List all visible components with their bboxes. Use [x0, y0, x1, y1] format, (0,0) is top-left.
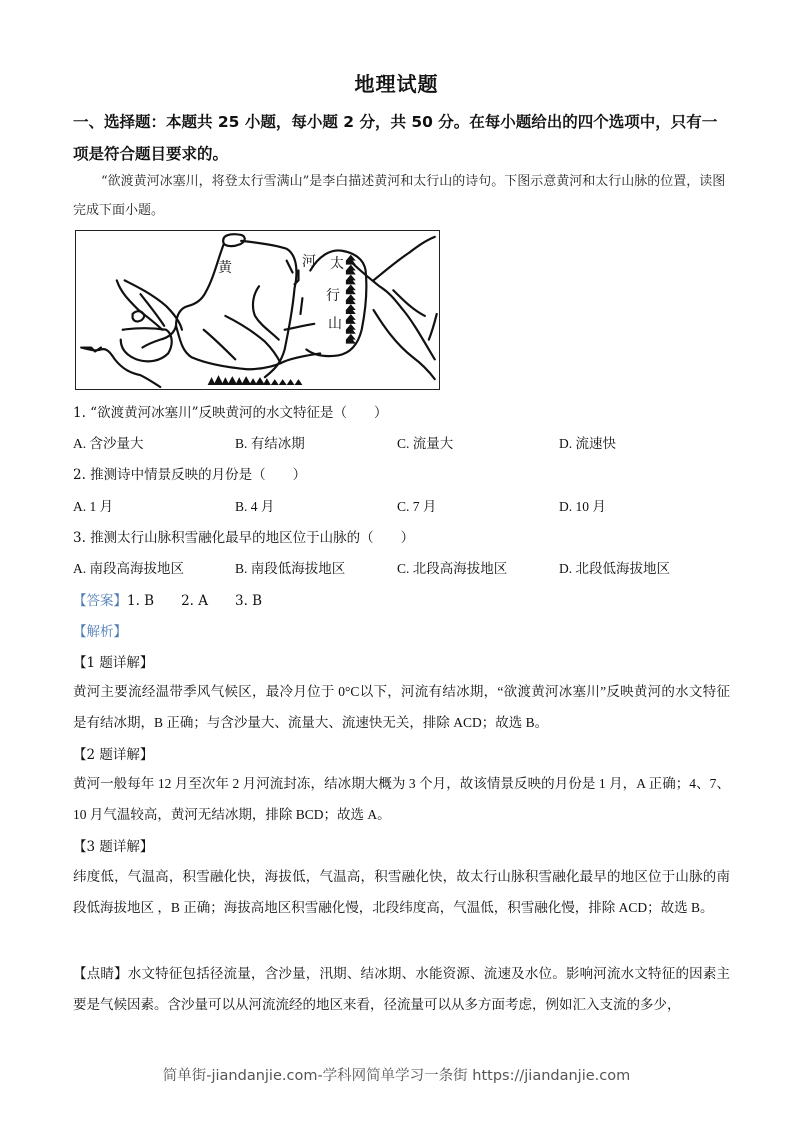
- detail-3-text: 纬度低，气温高，积雪融化快，海拔低，气温高，积雪融化快，故太行山脉积雪融化最早的地区位于山脉的南段低海拔地区 ，B 正确；海拔高地区积雪融化慢，北段纬度高，气温低，积雪融化慢，排除 ACD；故选 B。: [73, 869, 730, 915]
- q1-option-d: D. 流速快: [559, 436, 616, 451]
- map-label-hang: 行: [326, 288, 340, 304]
- map-label-shan: 山: [328, 316, 342, 332]
- map-label-huang: 黄: [218, 260, 232, 276]
- q3-option-c: C. 北段高海拔地区: [397, 561, 508, 576]
- map-label-he: 河: [302, 254, 316, 270]
- q3-option-b: B. 南段低海拔地区: [235, 561, 346, 576]
- q2-option-b: B. 4 月: [235, 499, 275, 514]
- question-1-stem: 1. “欲渡黄河冰塞川”反映黄河的水文特征是（ ）: [73, 405, 388, 421]
- detail-3-heading: 【3 题详解】: [73, 839, 154, 855]
- map-drawing: [76, 231, 439, 389]
- q2-option-c: C. 7 月: [397, 499, 437, 514]
- tip-tag: 【点睛】: [73, 966, 128, 981]
- answer-line: [73, 589, 262, 609]
- q3-option-d: D. 北段低海拔地区: [559, 561, 670, 576]
- q3-option-a: A. 南段高海拔地区: [73, 561, 184, 576]
- detail-2-heading: 【2 题详解】: [73, 747, 154, 763]
- footer-watermark: 简单街-jiandanjie.com-学科网简单学习一条街 https://jiandanjie.com: [162, 1068, 631, 1084]
- tip-paragraph: [73, 958, 730, 1020]
- page-title: 地理试题: [354, 72, 439, 96]
- answer-tag: 【答案】: [73, 593, 127, 609]
- section-heading: 一、选择题：本题共 25 小题，每小题 2 分，共 50 分。在每小题给出的四个选项中，只有一项是符合题目要求的。: [73, 113, 718, 163]
- taihang-mountain-marks: [346, 255, 356, 344]
- q2-option-a: A. 1 月: [73, 499, 114, 514]
- detail-1-text: 黄河主要流经温带季风气候区，最冷月位于 0°C以下，河流有结冰期，“欲渡黄河冰塞川”反映黄河的水文特征是有结冰期，B 正确；与含沙量大、流量大、流速快无关，排除 ACD；故选 B。: [73, 684, 730, 730]
- detail-2-text: 黄河一般每年 12 月至次年 2 月河流封冻，结冰期大概为 3 个月，故该情景反映的月份是 1 月，A 正确；4、7、10 月气温较高，黄河无结冰期，排除 BCD；故选 A。: [73, 776, 730, 822]
- q1-option-b: B. 有结冰期: [235, 436, 305, 451]
- yellow-river-taihang-map: [75, 230, 440, 390]
- tip-text: 水文特征包括径流量，含沙量，汛期、结冰期、水能资源、流速及水位。影响河流水文特征的因素主要是气候因素。含沙量可以从河流流经的地区来看，径流量可以从多方面考虑，例如汇入支流的多少，: [73, 966, 731, 1012]
- question-2-stem: 2. 推测诗中情景反映的月份是（ ）: [73, 467, 307, 483]
- question-3-stem: 3. 推测太行山脉积雪融化最早的地区位于山脉的（ ）: [73, 530, 415, 546]
- analysis-tag: 【解析】: [73, 624, 127, 640]
- answer-values: 1. B 2. A 3. B: [127, 593, 263, 609]
- q1-option-a: A. 含沙量大: [73, 436, 144, 451]
- q2-option-d: D. 10 月: [559, 499, 606, 514]
- detail-1-heading: 【1 题详解】: [73, 655, 154, 671]
- intro-paragraph: “欲渡黄河冰塞川，将登太行雪满山”是李白描述黄河和太行山的诗句。下图示意黄河和太行山脉的位置，读图完成下面小题。: [73, 174, 726, 218]
- map-label-tai: 太: [330, 256, 344, 272]
- southern-mountain-marks: [208, 375, 303, 385]
- q1-option-c: C. 流量大: [397, 436, 454, 451]
